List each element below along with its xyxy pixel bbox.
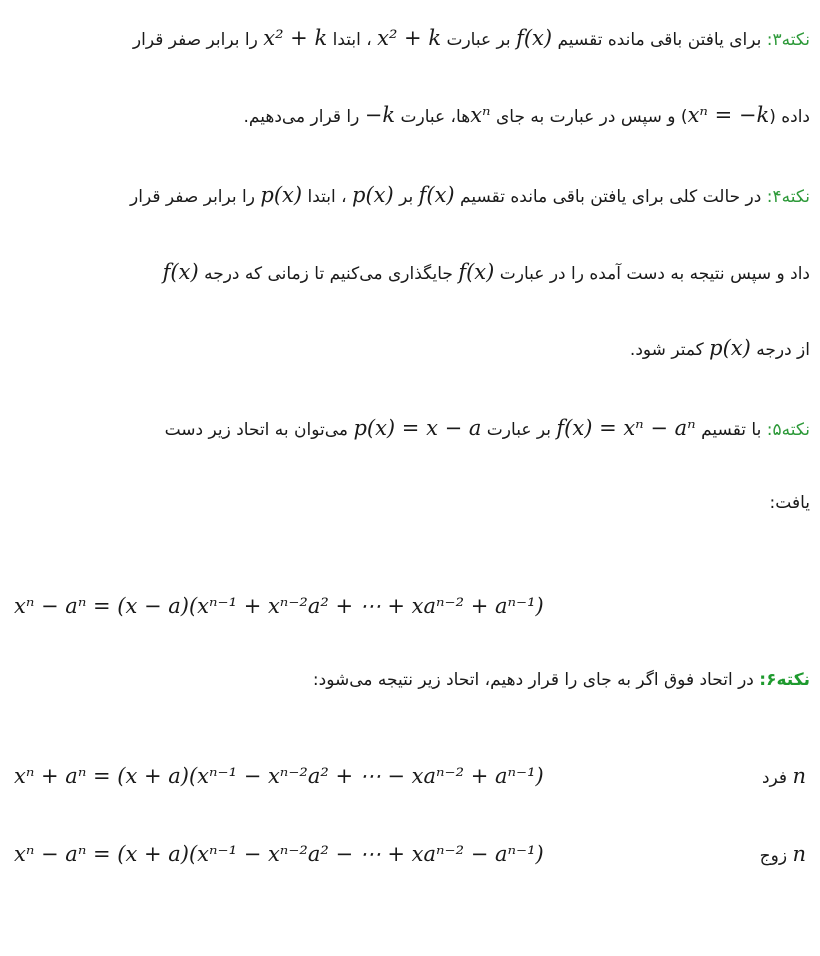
note3-l2-a: داده ( xyxy=(769,107,810,127)
note4-l1-b: بر xyxy=(399,187,414,207)
note4-line3 xyxy=(10,328,810,368)
note4-l1-c: ، ابتدا xyxy=(307,187,347,207)
note5-l1-fx: f(x) = xⁿ − aⁿ xyxy=(556,416,696,440)
identity-odd: xⁿ + aⁿ = (x + a)(xⁿ⁻¹ − xⁿ⁻²a² + ⋯ − xaⁿ⁻² + aⁿ⁻¹) xyxy=(14,764,544,788)
note4-l2-fx2: f(x) xyxy=(162,260,199,284)
note5-l1-c: می‌توان به اتحاد زیر دست xyxy=(164,420,349,440)
even-n: n xyxy=(792,842,806,866)
note3-line2 xyxy=(10,95,810,135)
note3-l2-b: ) و سپس در عبارت به جای xyxy=(495,107,688,127)
note5-l1-b: بر عبارت xyxy=(486,420,551,440)
even-word: زوج xyxy=(759,846,788,866)
note6-line xyxy=(10,660,810,700)
identity-odd-condition xyxy=(762,756,806,796)
identity-difference: xⁿ − aⁿ = (x − a)(xⁿ⁻¹ + xⁿ⁻²a² + ⋯ + xaⁿ⁻² + aⁿ⁻¹) xyxy=(14,594,544,618)
note5-l1-a: با تقسیم xyxy=(701,420,762,440)
note4-label: نکته۴: xyxy=(766,187,810,207)
note4-l2-b: جایگذاری می‌کنیم تا زمانی که درجه xyxy=(204,264,453,284)
note3-label: نکته۳: xyxy=(766,30,810,50)
note4-l3-px: p(x) xyxy=(709,336,751,360)
note4-l1-px: p(x) xyxy=(352,183,394,207)
note4-l1-a: در حالت کلی برای یافتن باقی مانده تقسیم xyxy=(460,187,762,207)
note6-text: در اتحاد فوق اگر به جای را قرار دهیم، اتحاد زیر نتیجه می‌شود: xyxy=(312,670,754,690)
note5-l1-px: p(x) = x − a xyxy=(353,416,482,440)
note6-label: نکته۶: xyxy=(759,670,810,690)
note4-line1 xyxy=(10,175,810,215)
note4-l3-b: کمتر شود. xyxy=(629,340,704,360)
note4-l1-d: را برابر صفر قرار xyxy=(130,187,255,207)
note5-label: نکته۵: xyxy=(766,420,810,440)
note3-l2-k: −k xyxy=(364,103,396,127)
note3-expr: x² + k xyxy=(377,26,442,50)
note3-l2-xn: xⁿ xyxy=(470,103,491,127)
note3-line1 xyxy=(10,18,810,58)
note5-line1 xyxy=(10,408,810,448)
note3-l2-d: را قرار می‌دهیم. xyxy=(243,107,360,127)
note3-fx: f(x) xyxy=(516,26,553,50)
note4-l3-a: از درجه xyxy=(756,340,810,360)
note3-text-b: بر عبارت xyxy=(446,30,511,50)
note4-l1-fx: f(x) xyxy=(418,183,455,207)
note4-line2 xyxy=(10,252,810,292)
note3-l2-c: ها، عبارت xyxy=(400,107,471,127)
note3-expr2: x² + k xyxy=(263,26,328,50)
identity-even-condition xyxy=(760,834,806,874)
note3-text-a: برای یافتن باقی مانده تقسیم xyxy=(557,30,762,50)
note3-text-d: را برابر صفر قرار xyxy=(132,30,258,50)
note3-l2-expr: xⁿ = −k xyxy=(687,103,770,127)
identity-even: xⁿ − aⁿ = (x + a)(xⁿ⁻¹ − xⁿ⁻²a² − ⋯ + xaⁿ⁻² − aⁿ⁻¹) xyxy=(14,842,544,866)
odd-word: فرد xyxy=(761,768,788,788)
note5-line2: یافت: xyxy=(769,493,810,513)
note4-l2-a: داد و سپس نتیجه به دست آمده را در عبارت xyxy=(499,264,810,284)
note4-l1-px2: p(x) xyxy=(260,183,303,207)
note4-l2-fx: f(x) xyxy=(458,260,495,284)
odd-n: n xyxy=(792,764,806,788)
note3-text-c: ، ابتدا xyxy=(332,30,372,50)
